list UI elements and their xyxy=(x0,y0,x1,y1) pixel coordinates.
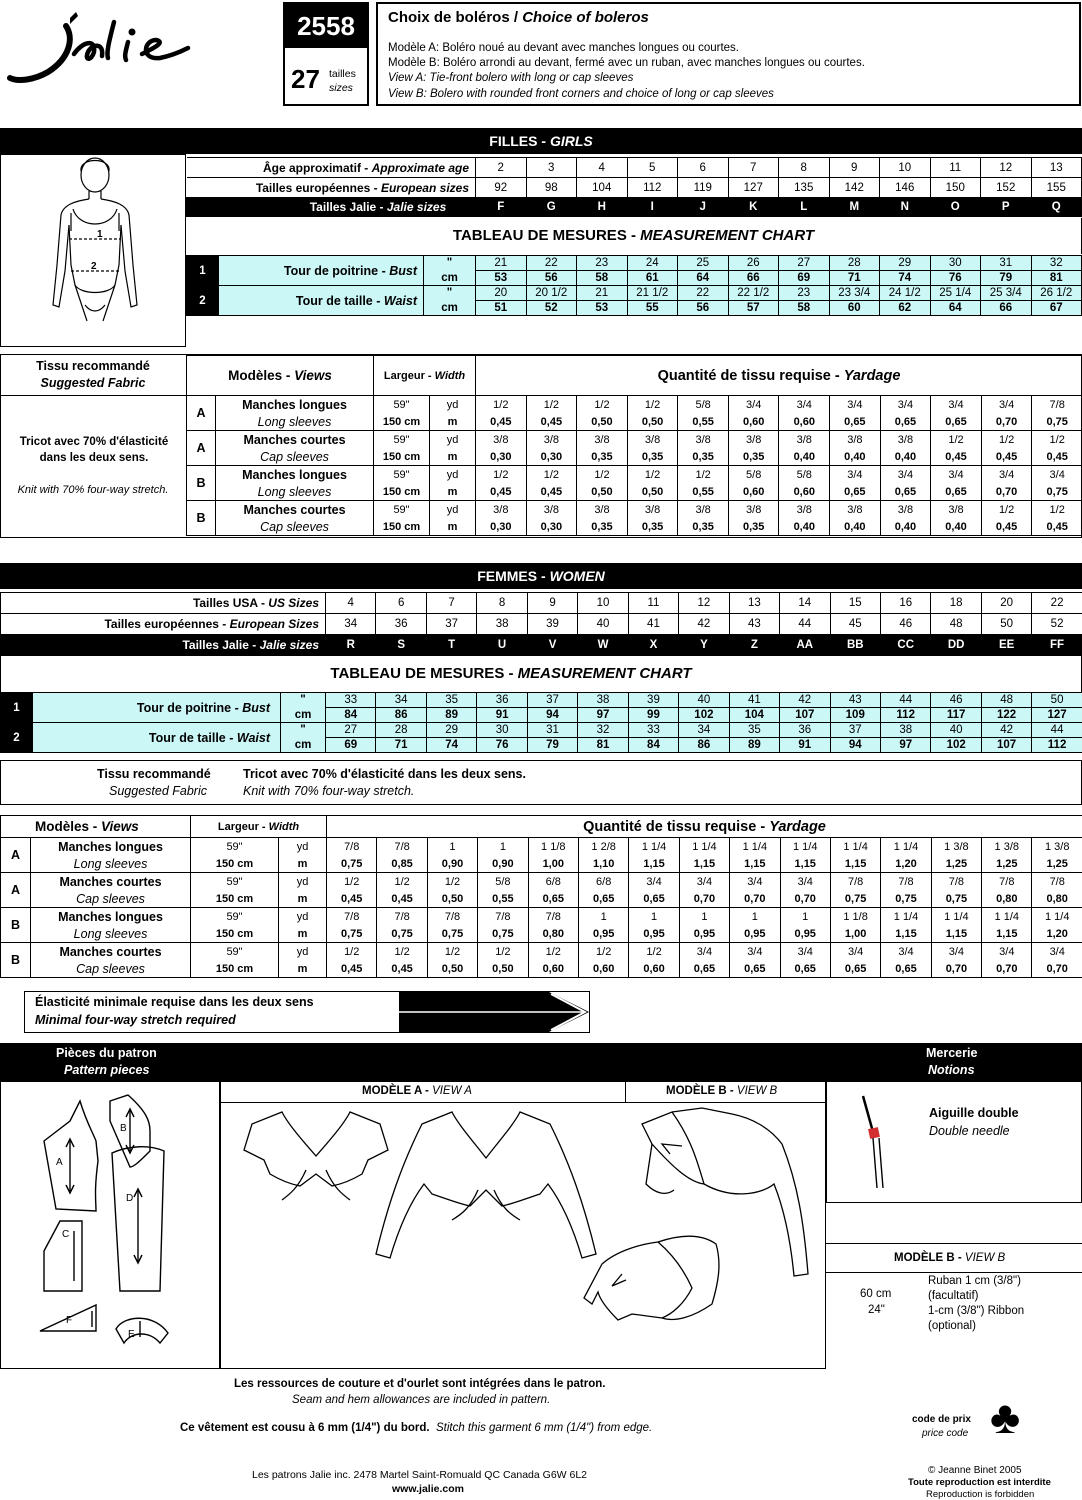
pattern-section-bar xyxy=(0,1043,1082,1081)
piece-label-e: E xyxy=(128,1329,135,1340)
club-icon: ♣ xyxy=(990,1391,1021,1443)
sleeve-type-fr: Manches courtes xyxy=(31,873,191,891)
women-waist-in-row: 2 Tour de taille - Waist " 27 28 29 30 31 32 33 34 35 36 37 38 40 42 44 xyxy=(1,723,1082,738)
women-euro-row: Tailles européennes - European Sizes 34 36 37 38 39 40 41 42 43 44 45 46 48 50 52 xyxy=(1,614,1082,635)
sleeve-type-en: Long sleeves xyxy=(31,925,191,943)
girls-fabric-label: Tissu recommandé Suggested Fabric xyxy=(36,359,150,390)
notions-label-en: Notions xyxy=(928,1063,975,1077)
description-line-3: View A: Tie-front bolero with long or cap sleeves xyxy=(388,72,634,84)
pattern-pieces-diagram xyxy=(0,1081,220,1369)
ribbon-length-in: 24" xyxy=(868,1304,885,1316)
yardage-row-yd: A Manches longues 59" yd 7/8 7/8 1 1 1 1/8 1 2/8 1 1/4 1 1/4 1 1/4 1 1/4 1 1/4 1 1/4 1 3/8 1 3/8 1 3/8 xyxy=(1,838,1082,856)
girls-sizes-table xyxy=(186,157,1082,217)
girls-jalie-row: Tailles Jalie - Jalie sizes F G H I J K L M N O P Q xyxy=(187,198,1082,217)
view-letter: A xyxy=(1,838,31,873)
girls-measurement-table xyxy=(186,255,1082,316)
ribbon-length-cm: 60 cm xyxy=(860,1288,892,1300)
girls-waist-in-row: 2 Tour de taille - Waist " 20 20 1/2 21 21 1/2 22 22 1/2 23 23 3/4 24 1/2 25 1/4 25 3/4 26 1/2 xyxy=(187,286,1082,301)
pattern-number-box xyxy=(283,2,369,106)
women-fabric-label-fr: Tissu recommandé xyxy=(97,767,211,781)
notions-box xyxy=(826,1081,1082,1203)
women-measurement-table xyxy=(0,692,1082,753)
women-fabric-desc-en: Knit with 70% four-way stretch. xyxy=(243,784,415,798)
piece-label-a: A xyxy=(56,1157,63,1168)
sleeve-type-en: Cap sleeves xyxy=(216,448,374,466)
yardage-row-yd: B Manches longues 59" yd 1/2 1/2 1/2 1/2 1/2 5/8 5/8 3/4 3/4 3/4 3/4 3/4 xyxy=(187,466,1082,484)
sleeve-type-fr: Manches courtes xyxy=(216,431,374,449)
title-fr: Choix de boléros / xyxy=(388,9,523,26)
yardage-row-m: Cap sleeves 150 cm m 0,30 0,30 0,35 0,35 0,35 0,35 0,40 0,40 0,40 0,45 0,45 0,45 xyxy=(187,448,1082,466)
sleeve-type-en: Long sleeves xyxy=(216,483,374,501)
girls-bust-cm-row: cm 53 56 58 61 64 66 69 71 74 76 79 81 xyxy=(187,271,1082,286)
pattern-title xyxy=(388,9,649,26)
sleeve-type-en: Cap sleeves xyxy=(31,890,191,908)
yardage-row-yd: A Manches longues 59" yd 1/2 1/2 1/2 1/2 5/8 3/4 3/4 3/4 3/4 3/4 3/4 7/8 xyxy=(187,396,1082,414)
women-waist-cm-row: cm 69 71 74 76 79 81 84 86 89 91 94 97 102 107 112 xyxy=(1,738,1082,753)
ribbon-box xyxy=(826,1243,1082,1333)
yardage-row-yd: A Manches courtes 59" yd 3/8 3/8 3/8 3/8 3/8 3/8 3/8 3/8 3/8 1/2 1/2 1/2 xyxy=(187,431,1082,449)
stretch-arrow-icon xyxy=(399,992,589,1032)
sizes-count xyxy=(291,64,320,95)
sleeve-type-en: Cap sleeves xyxy=(31,960,191,978)
pattern-number: 2558 xyxy=(285,4,367,48)
sizes-label-fr: tailles xyxy=(329,68,356,80)
stitch-note: Ce vêtement est cousu à 6 mm (1/4") du bord. Stitch this garment 6 mm (1/4") from edge. xyxy=(180,1422,653,1434)
girls-measurement-title: TABLEAU DE MESURES - MEASUREMENT CHART xyxy=(186,218,1082,254)
women-fabric-label-en: Suggested Fabric xyxy=(109,784,207,798)
sizes-count-number: 27 xyxy=(291,64,320,94)
allowance-note-en: Seam and hem allowances are included in pattern. xyxy=(292,1394,551,1406)
description-line-1: Modèle A: Boléro noué au devant avec manches longues ou courtes. xyxy=(388,42,739,54)
sleeve-type-en: Long sleeves xyxy=(31,855,191,873)
girls-yardage-table xyxy=(186,355,1082,536)
garment-illustrations xyxy=(222,1104,824,1366)
sleeve-type-en: Cap sleeves xyxy=(216,518,374,536)
rights-fr: Toute reproduction est interdite xyxy=(908,1477,1051,1488)
view-b-label: MODÈLE B - VIEW B xyxy=(666,1085,778,1097)
view-a-label: MODÈLE A - VIEW A xyxy=(362,1085,472,1097)
sleeve-type-en: Long sleeves xyxy=(216,413,374,431)
yardage-row-m: Cap sleeves 150 cm m 0,45 0,45 0,50 0,55 0,65 0,65 0,65 0,70 0,70 0,70 0,75 0,75 0,75 0,80 0,80 xyxy=(1,890,1082,908)
view-letter: A xyxy=(187,431,216,466)
copyright: © Jeanne Binet 2005 xyxy=(928,1465,1022,1476)
sleeve-type-fr: Manches longues xyxy=(216,466,374,484)
sleeve-type-fr: Manches longues xyxy=(31,908,191,926)
girls-waist-cm-row: cm 51 52 53 55 56 57 58 60 62 64 66 67 xyxy=(187,301,1082,316)
sleeve-type-fr: Manches longues xyxy=(216,396,374,414)
pieces-label-en: Pattern pieces xyxy=(64,1063,150,1077)
women-title-bar: FEMMES - WOMEN xyxy=(0,563,1082,589)
logo xyxy=(4,8,194,88)
allowance-note-fr: Les ressources de couture et d'ourlet sont intégrées dans le patron. xyxy=(234,1378,606,1390)
price-code-label-en: price code xyxy=(922,1428,969,1439)
women-bust-in-row: 1 Tour de poitrine - Bust " 33 34 35 36 37 38 39 40 41 42 43 44 46 48 50 xyxy=(1,693,1082,708)
view-letter: A xyxy=(1,873,31,908)
title-en: Choice of boleros xyxy=(522,9,649,26)
rights-en: Reproduction is forbidden xyxy=(926,1489,1035,1500)
women-us-row: Tailles USA - US Sizes 4 6 7 8 9 10 11 12 13 14 15 16 18 20 22 xyxy=(1,593,1082,614)
view-letter: B xyxy=(1,908,31,943)
women-measurement-title: TABLEAU DE MESURES - MEASUREMENT CHART xyxy=(0,656,1082,692)
yardage-row-yd: A Manches courtes 59" yd 1/2 1/2 1/2 5/8 6/8 6/8 3/4 3/4 3/4 3/4 7/8 7/8 7/8 7/8 7/8 xyxy=(1,873,1082,891)
stretch-gauge-fr: Élasticité minimale requise dans les deux sens xyxy=(35,995,314,1009)
stretch-gauge-en: Minimal four-way stretch required xyxy=(35,1013,236,1027)
girls-fabric-desc-fr: Tricot avec 70% d'élasticité dans les deux sens. xyxy=(19,436,169,464)
women-bust-cm-row: cm 84 86 89 91 94 97 99 102 104 107 109 112 117 122 127 xyxy=(1,708,1082,723)
yardage-row-m: Long sleeves 150 cm m 0,45 0,45 0,50 0,50 0,55 0,60 0,60 0,65 0,65 0,65 0,70 0,75 xyxy=(187,483,1082,501)
sleeve-type-fr: Manches courtes xyxy=(31,943,191,961)
stretch-gauge xyxy=(24,991,590,1033)
description-line-2: Modèle B: Boléro arrondi au devant, fermé avec un ruban, avec manches longues ou courtes. xyxy=(388,57,865,69)
girls-title-en: GIRLS xyxy=(549,133,593,149)
sleeve-type-fr: Manches courtes xyxy=(216,501,374,519)
sizes-label-en: sizes xyxy=(329,82,353,94)
piece-label-c: C xyxy=(62,1229,70,1240)
women-jalie-row: Tailles Jalie - Jalie sizes R S T U V W X Y Z AA BB CC DD EE FF xyxy=(1,635,1082,656)
girls-figure-box xyxy=(0,154,186,347)
view-letter: B xyxy=(187,466,216,501)
ribbon-view-label: MODÈLE B - VIEW B xyxy=(894,1252,1006,1264)
girls-title-fr: FILLES - xyxy=(489,133,550,149)
figure-label-1: 1 xyxy=(97,229,103,240)
yardage-row-yd: B Manches longues 59" yd 7/8 7/8 7/8 7/8 7/8 1 1 1 1 1 1 1/8 1 1/4 1 1/4 1 1/4 1 1/4 xyxy=(1,908,1082,926)
view-letter: B xyxy=(187,501,216,536)
yardage-row-m: Cap sleeves 150 cm m 0,30 0,30 0,35 0,35 0,35 0,35 0,40 0,40 0,40 0,40 0,45 0,45 xyxy=(187,518,1082,536)
pieces-label-fr: Pièces du patron xyxy=(56,1046,157,1060)
piece-label-f: F xyxy=(66,1315,73,1326)
view-letter: B xyxy=(1,943,31,978)
piece-label-b: B xyxy=(120,1123,127,1134)
piece-label-d: D xyxy=(126,1193,134,1204)
yardage-row-m: Long sleeves 150 cm m 0,75 0,75 0,75 0,75 0,80 0,95 0,95 0,95 0,95 0,95 1,00 1,15 1,15 1,15 1,20 xyxy=(1,925,1082,943)
needle-label-fr: Aiguille double xyxy=(929,1106,1019,1120)
view-letter: A xyxy=(187,396,216,431)
women-yardage-header: Modèles - Views Largeur - Width Quantité de tissu requise - Yardage xyxy=(1,816,1082,838)
women-fabric-desc-fr: Tricot avec 70% d'élasticité dans les deux sens. xyxy=(243,767,526,781)
yardage-row-m: Cap sleeves 150 cm m 0,45 0,45 0,50 0,50 0,60 0,60 0,60 0,65 0,65 0,65 0,65 0,65 0,70 0,70 0,70 xyxy=(1,960,1082,978)
girls-fabric-desc-en: Knit with 70% four-way stretch. xyxy=(17,484,169,496)
figure-label-2: 2 xyxy=(91,261,97,272)
yardage-row-m: Long sleeves 150 cm m 0,45 0,45 0,50 0,50 0,55 0,60 0,60 0,65 0,65 0,65 0,70 0,75 xyxy=(187,413,1082,431)
yardage-row-yd: B Manches courtes 59" yd 3/8 3/8 3/8 3/8 3/8 3/8 3/8 3/8 3/8 3/8 1/2 1/2 xyxy=(187,501,1082,519)
women-sizes-table xyxy=(0,592,1082,656)
girls-bust-in-row: 1 Tour de poitrine - Bust " 21 22 23 24 25 26 27 28 29 30 31 32 xyxy=(187,256,1082,271)
girls-title-bar xyxy=(0,128,1082,154)
needle-label-en: Double needle xyxy=(929,1124,1010,1138)
girls-age-row: Âge approximatif - Approximate age 2 3 4 5 6 7 8 9 10 11 12 13 xyxy=(187,158,1082,178)
women-yardage-table xyxy=(0,815,1082,978)
girl-body-figure xyxy=(1,155,187,345)
website-link[interactable]: www.jalie.com xyxy=(392,1483,464,1495)
girls-euro-row: Tailles européennes - European sizes 92 98 104 112 119 127 135 142 146 150 152 155 xyxy=(187,178,1082,198)
double-needle-icon xyxy=(857,1092,897,1192)
description-line-4: View B: Bolero with rounded front corners and choice of long or cap sleeves xyxy=(388,88,774,100)
description-box xyxy=(376,2,1081,106)
girls-yardage-header: Modèles - Views Largeur - Width Quantité de tissu requise - Yardage xyxy=(187,356,1082,396)
yardage-row-m: Long sleeves 150 cm m 0,75 0,85 0,90 0,90 1,00 1,10 1,15 1,15 1,15 1,15 1,15 1,20 1,25 1,25 1,25 xyxy=(1,855,1082,873)
sleeve-type-fr: Manches longues xyxy=(31,838,191,856)
company-address: Les patrons Jalie inc. 2478 Martel Saint-Romuald QC Canada G6W 6L2 xyxy=(252,1469,588,1481)
women-fabric-note xyxy=(0,760,1082,805)
ribbon-desc: Ruban 1 cm (3/8") (facultatif) 1-cm (3/8") Ribbon (optional) xyxy=(928,1275,1025,1332)
yardage-row-yd: B Manches courtes 59" yd 1/2 1/2 1/2 1/2 1/2 1/2 1/2 3/4 3/4 3/4 3/4 3/4 3/4 3/4 3/4 xyxy=(1,943,1082,961)
price-code-label-fr: code de prix xyxy=(912,1414,971,1425)
notions-label-fr: Mercerie xyxy=(926,1046,978,1060)
